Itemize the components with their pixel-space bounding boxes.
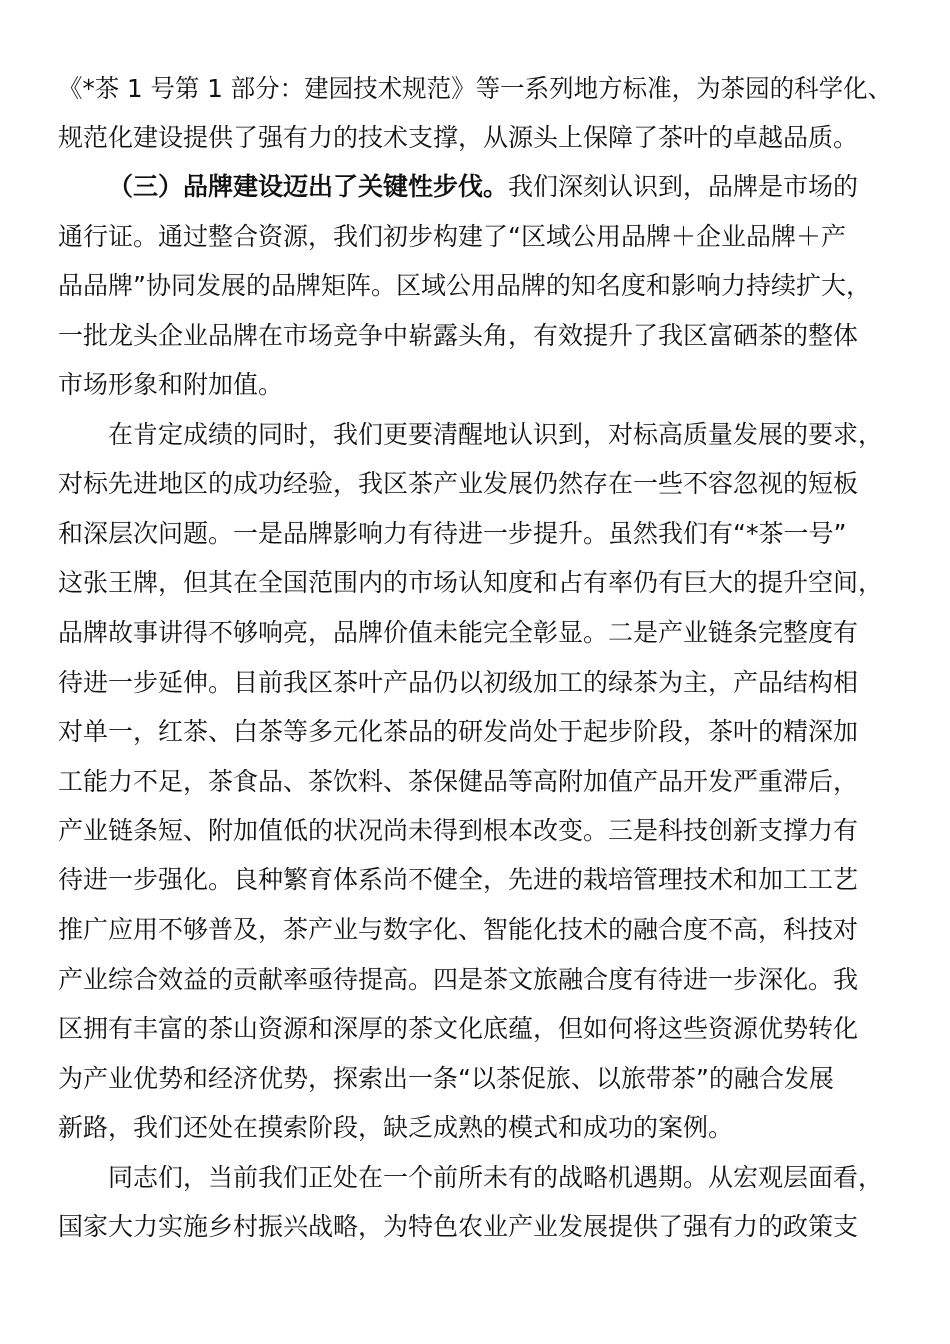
text-line: 国家大力实施乡村振兴战略，为特色农业产业发展提供了强有力的政策支 bbox=[58, 1212, 859, 1241]
text-line: 新路，我们还处在摸索阶段，缺乏成熟的模式和成功的案例。 bbox=[58, 1113, 734, 1142]
text-line: 市场形象和附加值。 bbox=[58, 370, 284, 399]
text-line: 和深层次问题。一是品牌影响力有待进一步提升。虽然我们有“*茶一号” bbox=[58, 519, 847, 548]
text-line: 工能力不足，茶食品、茶饮料、茶保健品等高附加值产品开发严重滞后， bbox=[58, 767, 859, 796]
section-heading-continuation: 我们深刻认识到，品牌是市场的 bbox=[508, 172, 859, 201]
text-line: 待进一步延伸。目前我区茶叶产品仍以初级加工的绿茶为主，产品结构相 bbox=[58, 668, 859, 697]
section-heading-line bbox=[108, 167, 858, 207]
text-line: 品牌故事讲得不够响亮，品牌价值未能完全彰显。二是产业链条完整度有 bbox=[58, 618, 859, 647]
text-line: 产业链条短、附加值低的状况尚未得到根本改变。三是科技创新支撑力有 bbox=[58, 816, 859, 845]
paragraph-start-line: 在肯定成绩的同时，我们更要清醒地认识到，对标高质量发展的要求， bbox=[108, 420, 884, 449]
section-heading: （三）品牌建设迈出了关键性步伐。 bbox=[108, 172, 509, 201]
text-line: 对标先进地区的成功经验，我区茶产业发展仍然存在一些不容忽视的短板 bbox=[58, 469, 859, 498]
paragraph-start-line: 同志们，当前我们正处在一个前所未有的战略机遇期。从宏观层面看， bbox=[108, 1163, 884, 1192]
text-line: 品品牌”协同发展的品牌矩阵。区域公用品牌的知名度和影响力持续扩大， bbox=[58, 271, 871, 300]
text-line: 这张王牌，但其在全国范围内的市场认知度和占有率仍有巨大的提升空间， bbox=[58, 568, 884, 597]
text-line: 推广应用不够普及，茶产业与数字化、智能化技术的融合度不高，科技对 bbox=[58, 915, 859, 944]
text-line: 通行证。通过整合资源，我们初步构建了“区域公用品牌＋企业品牌＋产 bbox=[58, 222, 846, 251]
text-line: 对单一，红茶、白茶等多元化茶品的研发尚处于起步阶段，茶叶的精深加 bbox=[58, 717, 859, 746]
text-line: 为产业优势和经济优势，探索出一条“以茶促旅、以旅带茶”的融合发展 bbox=[58, 1064, 834, 1093]
text-line: 待进一步强化。良种繁育体系尚不健全，先进的栽培管理技术和加工工艺 bbox=[58, 865, 859, 894]
text-line: 一批龙头企业品牌在市场竞争中崭露头角，有效提升了我区富硒茶的整体 bbox=[58, 321, 859, 350]
text-line: 区拥有丰富的茶山资源和深厚的茶文化底蕴，但如何将这些资源优势转化 bbox=[58, 1014, 859, 1043]
text-line: 《*茶 1 号第 1 部分：建园技术规范》等一系列地方标准，为茶园的科学化、 bbox=[58, 74, 893, 103]
text-line: 产业综合效益的贡献率亟待提高。四是茶文旅融合度有待进一步深化。我 bbox=[58, 965, 859, 994]
text-line: 规范化建设提供了强有力的技术支撑，从源头上保障了茶叶的卓越品质。 bbox=[58, 123, 859, 152]
